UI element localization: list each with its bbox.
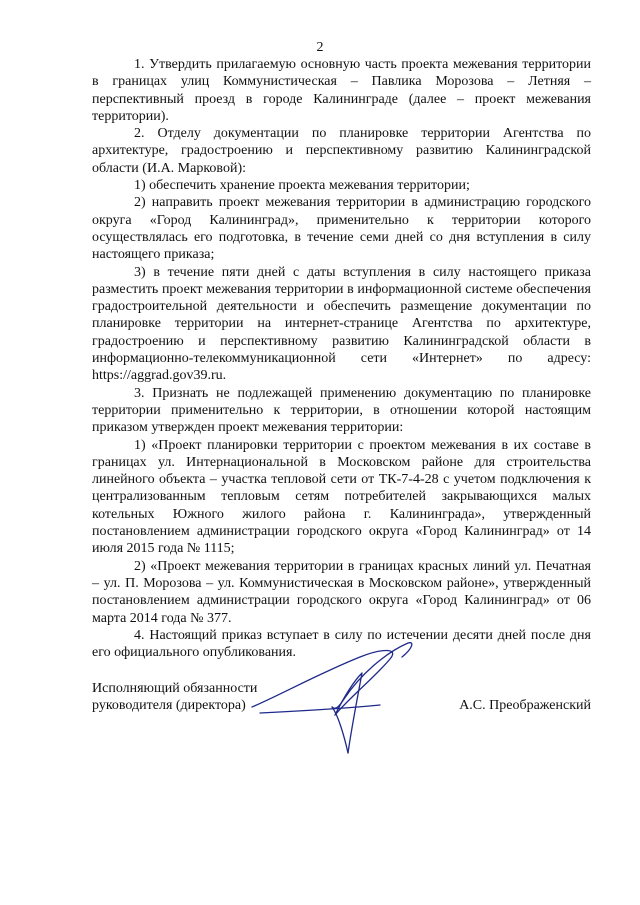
handwritten-signature	[240, 635, 430, 765]
signatory-title	[92, 680, 257, 715]
page-number: 2	[316, 40, 324, 55]
paragraph-project-1: 1) «Проект планировки территории с проектом межевания в их составе в границах ул. Интернациональной в Московском районе для строительства линейного объекта – участка тепловой сети от ТК-7-4-28 с учетом подключения к централизованным тепловым сетям потребителей закрывающихся малых котельных Южного жилого района г. Калининграда», утвержденный постановлением администрации городского округа «Город Калининград» от 14 июля 2015 года № 1115;	[92, 437, 591, 557]
paragraph-project-2: 2) «Проект межевания территории в границах красных линий ул. Печатная – ул. П. Морозова – ул. Коммунистическая в Московском районе», утвержденный постановлением администрации городского округа «Город Калининград» от 06 марта 2014 года № 377.	[92, 558, 591, 626]
signatory-title-line2: руководителя (директора)	[92, 698, 246, 714]
paragraph-publish: 3) в течение пяти дней с даты вступления в силу настоящего приказа разместить проект межевания территории в информационной системе обеспечения градостроительной деятельности и обеспечить размещение документации по планировке территории на интернет-странице Агентства по архитектуре, градостроению и перспективному развитию Калининградской области в информационно-телекоммуникационной сети «Интернет» по адресу: https://aggrad.gov39.ru.	[92, 264, 591, 384]
paragraph-department: 2. Отделу документации по планировке территории Агентства по архитектуре, градостроению и перспективному развитию Калининградской области (И.А. Марковой):	[92, 126, 591, 176]
paragraph-approve: 1. Утвердить прилагаемую основную часть проекта межевания территории в границах улиц Коммунистическая – Павлика Морозова – Летняя – перспективный проезд в городе Калининграде (далее – проект межевания территории).	[92, 57, 591, 124]
signatory-name: А.С. Преображенский	[459, 698, 591, 714]
paragraph-storage: 1) обеспечить хранение проекта межевания территории;	[134, 178, 470, 194]
signatory-title-line1: Исполняющий обязанности	[92, 681, 258, 696]
document-body	[92, 56, 591, 661]
paragraph-effective: 4. Настоящий приказ вступает в силу по истечении десяти дней после дня его официального опубликования.	[92, 627, 591, 661]
paragraph-not-applicable: 3. Признать не подлежащей применению документацию по планировке территории применительно к территории, в отношении которой настоящим приказом утвержден проект межевания территории:	[92, 385, 591, 436]
paragraph-send-administration: 2) направить проект межевания территории в администрацию городского округа «Город Калининград», применительно к территории которого осуществлялась его подготовка, в течение семи дней со дня вступления в силу настоящего приказа;	[92, 195, 591, 263]
